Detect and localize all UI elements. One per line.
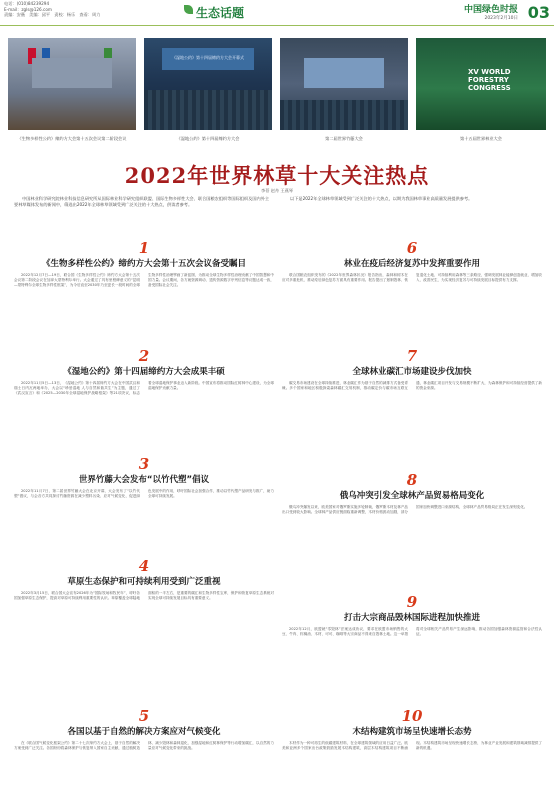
item-headline: 俄乌冲突引发全球林产品贸易格局变化 (339, 491, 485, 501)
leaf-icon (184, 5, 193, 14)
photo-caption: 第二届世界竹藤大会 (325, 136, 363, 141)
item-number: 5 (138, 707, 150, 725)
item-body: 在《联合国气候变化框架公约》第二十七次缔约方大会上，基于自然的解决方案受到广泛关注。各国纷纷将森林保护与恢复纳入国家自主贡献，通过植树造林、减少毁林和森林退化、加强湿地和红树林保护等行动增加碳汇，以自然的力量应对气候变化带来的挑战。 (14, 741, 274, 751)
photo-cop15 (8, 38, 136, 141)
hotspot-item (282, 472, 542, 515)
item-number: 7 (406, 347, 418, 365)
item-headline: 各国以基于自然的解决方案应对气候变化 (67, 727, 221, 737)
hotspot-item (14, 348, 274, 397)
item-headline: 《生物多样性公约》缔约方大会第十五次会议备受瞩目 (41, 259, 246, 269)
photo-ramsar (144, 38, 272, 141)
section-title: 生态话题 (196, 6, 245, 20)
item-body: 2022年12月，欧盟就“零毁林”法案达成协议，要求在欧盟市场销售的大豆、牛肉、棕榈油、木材、可可、咖啡等大宗商品不得来自毁林土地。这一举措将对全球相关产品贸易产生深远影响，推动各国加强森林资源监管和合法性认证。 (282, 627, 542, 637)
page-number: 03 (527, 3, 550, 22)
item-body: 联合国粮农组织发布的《2022年世界森林状况》报告指出，森林和树木在应对多重危机、推动疫后绿色复苏方面具有重要作用。报告提出了遏制毁林、恢复退化土地、可持续利用森林等三条路径，强调发展林业能够创造就业、增加收入、改善民生，为实现经济复苏与可持续发展目标提供有力支撑。 (282, 273, 542, 283)
contact-line: 电话：(010)84239294 (4, 1, 50, 6)
item-number: 9 (406, 593, 418, 611)
item-number: 4 (138, 557, 150, 575)
photo-caption: 《湿地公约》第十四届缔约方大会 (176, 136, 240, 141)
stage-image (304, 58, 384, 88)
item-body: 2022年11月5日—13日，《湿地公约》第十四届缔约方大会在中国武汉和瑞士日内瓦两地举办，大会以“珍爱湿地 人与自然和谐共生”为主题，通过了《武汉宣言》和《2025—2030年全球湿地保护战略框架》等21项决议，标志着全球湿地保护事业迈入新阶段。中国宣布将推动国际红树林中心建设，为全球湿地保护贡献力量。 (14, 381, 274, 396)
photo-caption: 第十五届世界林业大会 (460, 136, 502, 141)
audience-image (280, 100, 408, 130)
photo-caption: 《生物多样性公约》缔约方大会第十五次会议第二阶段会议 (17, 136, 127, 141)
conference-screen: 《湿地公约》第十四届缔约方大会开幕式 (162, 48, 254, 70)
hotspot-item (14, 708, 274, 751)
contact-line: 责编：安薇 美编：邱平 责校：杨乐 查看：周力 (4, 12, 101, 18)
item-headline: 世界竹藤大会发布“以竹代塑”倡议 (78, 475, 210, 485)
item-number: 6 (406, 239, 418, 257)
hotspot-item (14, 240, 274, 289)
item-body: 碳交易市场建设在全球持续推进，林业碳汇作为基于自然的减排方式备受青睐。多个国家和地区积极探索森林碳汇交易机制，推动碳定价与碳市场互联互通，林业碳汇项目开发与交易规模不断扩大，为森林保护和可持续经营提供了新的资金来源。 (282, 381, 542, 391)
podium-image (32, 58, 112, 88)
newspaper-brand: 中国绿色时报 (463, 5, 518, 15)
item-body: 木材作为一种可再生的低碳建筑材料，在全球建筑领域的应用日益广泛。欧美和亚洲多个国家出台政策鼓励发展木结构建筑，高层木结构建筑项目不断涌现。木结构建筑市场呈现快速增长态势，为林业产业发展和建筑领域减排提供了新的机遇。 (282, 741, 542, 751)
contact-info (4, 1, 100, 18)
item-body: 2022年12月7日—19日，联合国《生物多样性公约》缔约方大会第十五次会议第二阶段会议在加拿大蒙特利尔举行。大会通过了具有里程碑意义的“昆明—蒙特利尔全球生物多样性框架”，为今后直至2030年乃至更长一段时间的全球生物多样性治理擘画了新蓝图，为推动全球生物多样性治理贡献了中国智慧和中国力量。会议期间，各方就资源调动、遗传资源数字序列信息等议题达成一致，备受国际社会关注。 (14, 273, 274, 288)
item-body: 俄乌冲突爆发以来，欧美国家对俄罗斯实施多轮制裁，俄罗斯木材及林产品出口受到较大影响。全球林产品供应链面临重新调整，木材价格波动加剧，部分国家加快调整进口来源结构，全球林产品贸易格局正在发生深刻变化。 (282, 505, 528, 515)
audience-image (144, 90, 272, 130)
photo-forestry-congress (416, 38, 546, 141)
item-headline: 草原生态保护和可持续利用受到广泛重视 (67, 577, 221, 587)
congress-banner: XV WORLD FORESTRY CONGRESS (468, 68, 511, 92)
item-number: 1 (138, 239, 150, 257)
item-number: 2 (138, 347, 150, 365)
item-body: 2022年11月7日，第二届世界竹藤大会在北京开幕，大会发布了“以竹代塑”倡议，与会各方共同探讨竹藤资源在减少塑料污染、应对气候变化、促进绿色发展中的作用，呼吁国际社会加强合作，推动以竹代塑产品研发与推广，助力全球可持续发展。 (14, 489, 274, 499)
issue-date: 2023年2月10日 (484, 16, 518, 21)
item-headline: 《湿地公约》第十四届缔约方大会成果丰硕 (63, 367, 225, 377)
article-title: 2022年世界林草十大关注热点 (124, 163, 430, 188)
item-body: 2022年3月15日，联合国大会宣布2026年为“国际牧场和牧民年”，呼吁各国加强草原生态保护，提高对草原可持续利用重要性的认识。草原覆盖全球陆地面积的一半左右，是重要的碳汇和生物多样性宝库，保护和恢复草原生态系统对实现全球可持续发展目标具有重要意义。 (14, 591, 274, 601)
lead-paragraph: 以下是2022年全球林草领域受到广泛关注的十大热点，以期为我国林草事业高质量发展提供参考。 (290, 196, 473, 201)
hotspot-item (282, 708, 542, 751)
page-header (0, 0, 554, 26)
item-headline: 打击大宗商品毁林国际进程加快推进 (343, 613, 480, 623)
hotspot-item (282, 594, 542, 637)
hotspot-item (14, 456, 274, 499)
contact-line: E-mail：zgls@126.com (4, 6, 52, 12)
article-byline: 李蓓 赵舟 王燕琴 (261, 188, 293, 193)
item-headline: 木结构建筑市场呈快速增长态势 (352, 727, 472, 737)
item-number: 8 (406, 471, 418, 489)
item-headline: 全球林业碳汇市场建设步伐加快 (352, 367, 472, 377)
item-number: 10 (401, 707, 423, 725)
photo-strip (8, 38, 546, 144)
hotspot-item (282, 240, 542, 283)
hotspot-item (14, 558, 274, 601)
item-number: 3 (138, 455, 150, 473)
lead-paragraph: 中国林业科学研究院林业科技信息研究所从国际林业科学研究组织联盟、国际生物多样性大会、联合国粮农组织等国际组织及国内外主要林草媒体发布的新闻中，筛选出2022年全球林草领域受到广泛关注的十大热点，供读者参考。 (14, 196, 270, 207)
item-headline: 林业在疫后经济复苏中发挥重要作用 (343, 259, 480, 269)
hotspot-item (282, 348, 542, 391)
photo-bamboo-congress (280, 38, 408, 141)
